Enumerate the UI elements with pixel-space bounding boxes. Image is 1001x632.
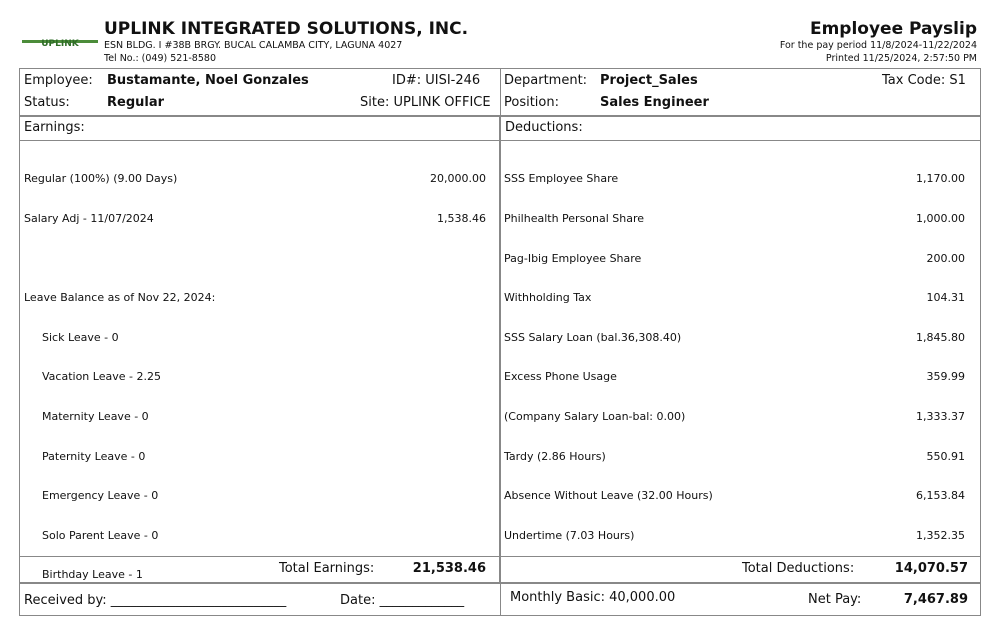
deduction-amount: 6,153.84 (916, 489, 965, 503)
leave-item: Emergency Leave - 0 (42, 489, 159, 503)
deduction-row (504, 331, 965, 344)
deduction-row (504, 370, 965, 383)
employee-id: ID#: UISI-246 (392, 73, 481, 88)
payslip-title: Employee Payslip (809, 19, 977, 39)
deduction-label: SSS Employee Share (504, 172, 619, 186)
leave-item: Paternity Leave - 0 (42, 449, 146, 463)
deduction-amount: 359.99 (926, 370, 965, 384)
deduction-label: Excess Phone Usage (504, 370, 617, 384)
position-label: Position: (504, 95, 559, 110)
company-address: ESN BLDG. I #38B BRGY. BUCAL CALAMBA CITY, LAGUNA 4027 (104, 40, 403, 51)
pay-period: For the pay period 11/8/2024-11/22/2024 (779, 40, 977, 51)
deduction-row (504, 252, 965, 265)
earning-label: Regular (100%) (9.00 Days) (24, 172, 178, 186)
deduction-row (504, 489, 965, 502)
employee-name: Bustamante, Noel Gonzales (107, 73, 309, 88)
earning-row (24, 212, 486, 225)
deduction-label: Tardy (2.86 Hours) (504, 449, 606, 463)
earnings-header: Earnings: (24, 120, 85, 135)
logo-text: UPLINK (41, 39, 79, 48)
deduction-label: Absence Without Leave (32.00 Hours) (504, 489, 713, 503)
net-pay-label: Net Pay: (808, 592, 862, 607)
deduction-label: SSS Salary Loan (bal.36,308.40) (504, 330, 682, 344)
deduction-amount: 200.00 (926, 251, 965, 265)
company-logo (22, 36, 98, 48)
deductions-list (504, 146, 965, 555)
deduction-label: Philhealth Personal Share (504, 212, 645, 226)
deduction-label: Pag-Ibig Employee Share (504, 251, 642, 265)
leave-item: Birthday Leave - 1 (42, 568, 143, 582)
deduction-amount: 1,845.80 (916, 330, 965, 344)
deduction-amount: 550.91 (926, 449, 965, 463)
department-value: Project_Sales (600, 73, 698, 88)
deduction-row (504, 450, 965, 463)
deduction-row (504, 529, 965, 542)
signature-date: Date: _____________ (340, 593, 465, 608)
received-by: Received by: ___________________________ (24, 593, 287, 608)
info-divider (500, 68, 501, 116)
total-deductions-label: Total Deductions: (742, 561, 855, 576)
net-pay-value: 7,467.89 (903, 592, 968, 607)
site: Site: UPLINK OFFICE (360, 95, 491, 110)
position-value: Sales Engineer (600, 95, 709, 110)
deduction-row (504, 291, 965, 304)
leave-balance-title: Leave Balance as of Nov 22, 2024: (24, 291, 216, 305)
leave-item: Solo Parent Leave - 0 (42, 528, 159, 542)
employee-label: Employee: (24, 73, 93, 88)
earning-row (24, 172, 486, 185)
total-deductions-value: 14,070.57 (894, 561, 968, 576)
leave-item: Vacation Leave - 2.25 (42, 370, 161, 384)
earning-amount: 20,000.00 (430, 172, 486, 186)
deduction-amount: 1,333.37 (916, 410, 965, 424)
deduction-label: Withholding Tax (504, 291, 592, 305)
earnings-list (24, 146, 486, 595)
company-tel: Tel No.: (049) 521-8580 (104, 53, 216, 64)
deduction-amount: 104.31 (926, 291, 965, 305)
deduction-label: (Company Salary Loan-bal: 0.00) (504, 410, 686, 424)
leave-item: Sick Leave - 0 (42, 330, 119, 344)
total-earnings-label: Total Earnings: (279, 561, 375, 576)
monthly-basic: Monthly Basic: 40,000.00 (510, 590, 676, 605)
deduction-row (504, 410, 965, 423)
deduction-amount: 1,352.35 (916, 528, 965, 542)
department-label: Department: (504, 73, 588, 88)
deduction-row (504, 172, 965, 185)
footer-divider (500, 583, 501, 616)
total-earnings-value: 21,538.46 (412, 561, 486, 576)
deduction-label: Undertime (7.03 Hours) (504, 528, 635, 542)
deductions-header: Deductions: (505, 120, 583, 135)
deduction-amount: 1,000.00 (916, 212, 965, 226)
earning-amount: 1,538.46 (437, 212, 486, 226)
tax-code: Tax Code: S1 (882, 73, 966, 88)
status-value: Regular (107, 95, 165, 110)
earning-label: Salary Adj - 11/07/2024 (24, 212, 154, 226)
earnings-header-rule (19, 140, 500, 141)
company-name: UPLINK INTEGRATED SOLUTIONS, INC. (104, 19, 469, 39)
printed-date: Printed 11/25/2024, 2:57:50 PM (825, 53, 977, 64)
deductions-total-rule (500, 556, 981, 557)
leave-item: Maternity Leave - 0 (42, 410, 149, 424)
deductions-header-rule (500, 140, 981, 141)
status-label: Status: (24, 95, 70, 110)
deduction-amount: 1,170.00 (916, 172, 965, 186)
deduction-row (504, 212, 965, 225)
